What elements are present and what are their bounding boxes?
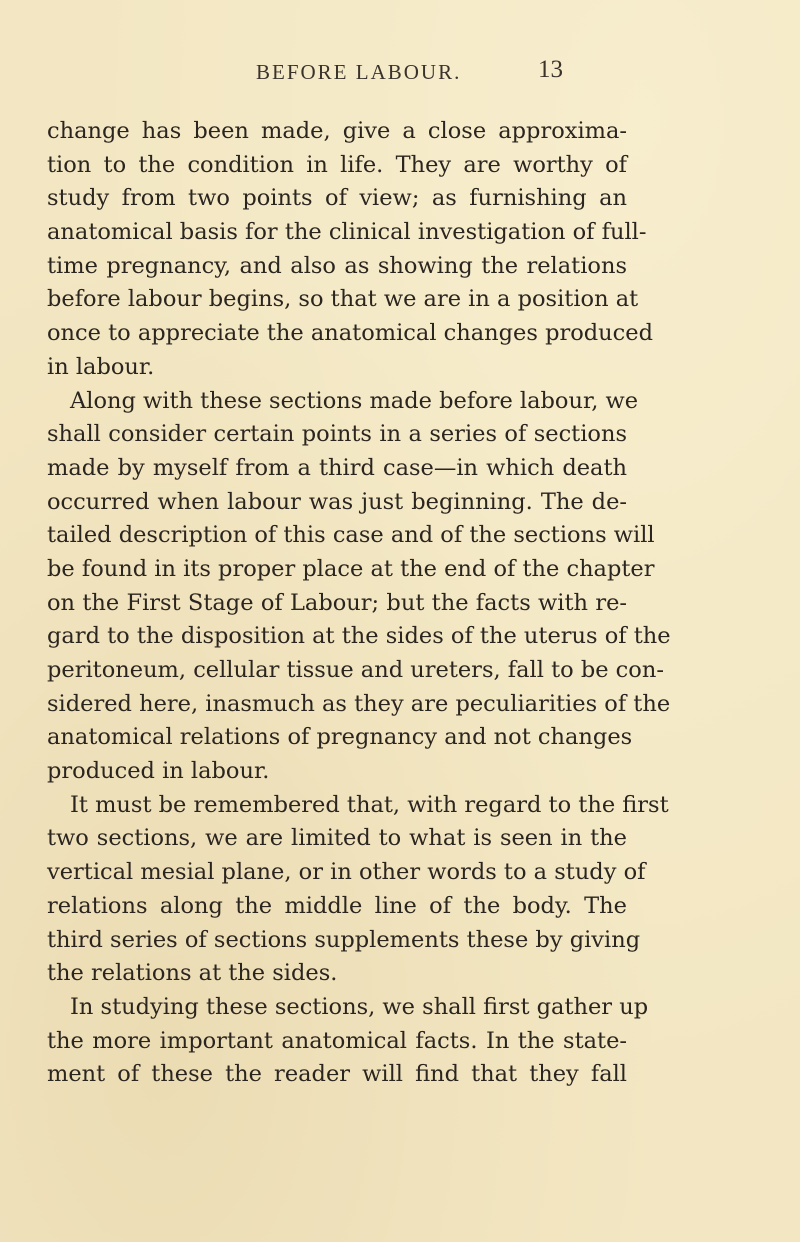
text-line: tion to the condition in life. They are worthy of xyxy=(47,151,627,178)
text-line: Along with these sections made before labour, we xyxy=(70,387,639,414)
text-line: sidered here, inasmuch as they are peculiarities of the xyxy=(47,690,671,717)
text-line: anatomical relations of pregnancy and not changes xyxy=(47,724,633,751)
running-title: BEFORE LABOUR. xyxy=(256,60,462,84)
text-line: change has been made, give a close approxima- xyxy=(47,118,627,144)
text-line: in labour. xyxy=(47,353,155,380)
text-line: occurred when labour was just beginning. The de- xyxy=(47,488,627,515)
text-line: In studying these sections, we shall first gather up xyxy=(70,993,649,1020)
text-line: once to appreciate the anatomical changes produced xyxy=(47,320,653,347)
text-line: ment of these the reader will find that they fall xyxy=(47,1061,627,1088)
text-line: shall consider certain points in a series of sections xyxy=(47,421,627,448)
running-head xyxy=(0,56,800,90)
text-line: produced in labour. xyxy=(47,758,270,785)
text-line: two sections, we are limited to what is seen in the xyxy=(47,825,627,852)
text-line: tailed description of this case and of the sections will xyxy=(47,522,655,549)
text-line: before labour begins, so that we are in a position at xyxy=(47,286,639,313)
text-line: on the First Stage of Labour; but the facts with re- xyxy=(47,589,627,616)
text-line: peritoneum, cellular tissue and ureters, fall to be con- xyxy=(47,657,664,683)
text-line: made by myself from a third case—in which death xyxy=(47,454,627,481)
text-line: relations along the middle line of the body. The xyxy=(47,892,627,919)
text-line: gard to the disposition at the sides of the uterus of the xyxy=(47,623,671,650)
page-number: 13 xyxy=(538,56,563,83)
text-line: It must be remembered that, with regard to the first xyxy=(70,791,669,818)
text-line: be found in its proper place at the end of the chapter xyxy=(47,555,655,582)
text-line: the more important anatomical facts. In the state- xyxy=(47,1027,627,1054)
body-text xyxy=(47,115,671,1092)
text-line: the relations at the sides. xyxy=(47,960,338,987)
text-line: study from two points of view; as furnishing an xyxy=(47,185,627,212)
text-line: vertical mesial plane, or in other words to a study of xyxy=(47,859,646,886)
text-line: anatomical basis for the clinical investigation of full- xyxy=(47,219,647,246)
text-line: third series of sections supplements these by giving xyxy=(47,926,641,953)
text-line: time pregnancy, and also as showing the relations xyxy=(47,252,627,279)
